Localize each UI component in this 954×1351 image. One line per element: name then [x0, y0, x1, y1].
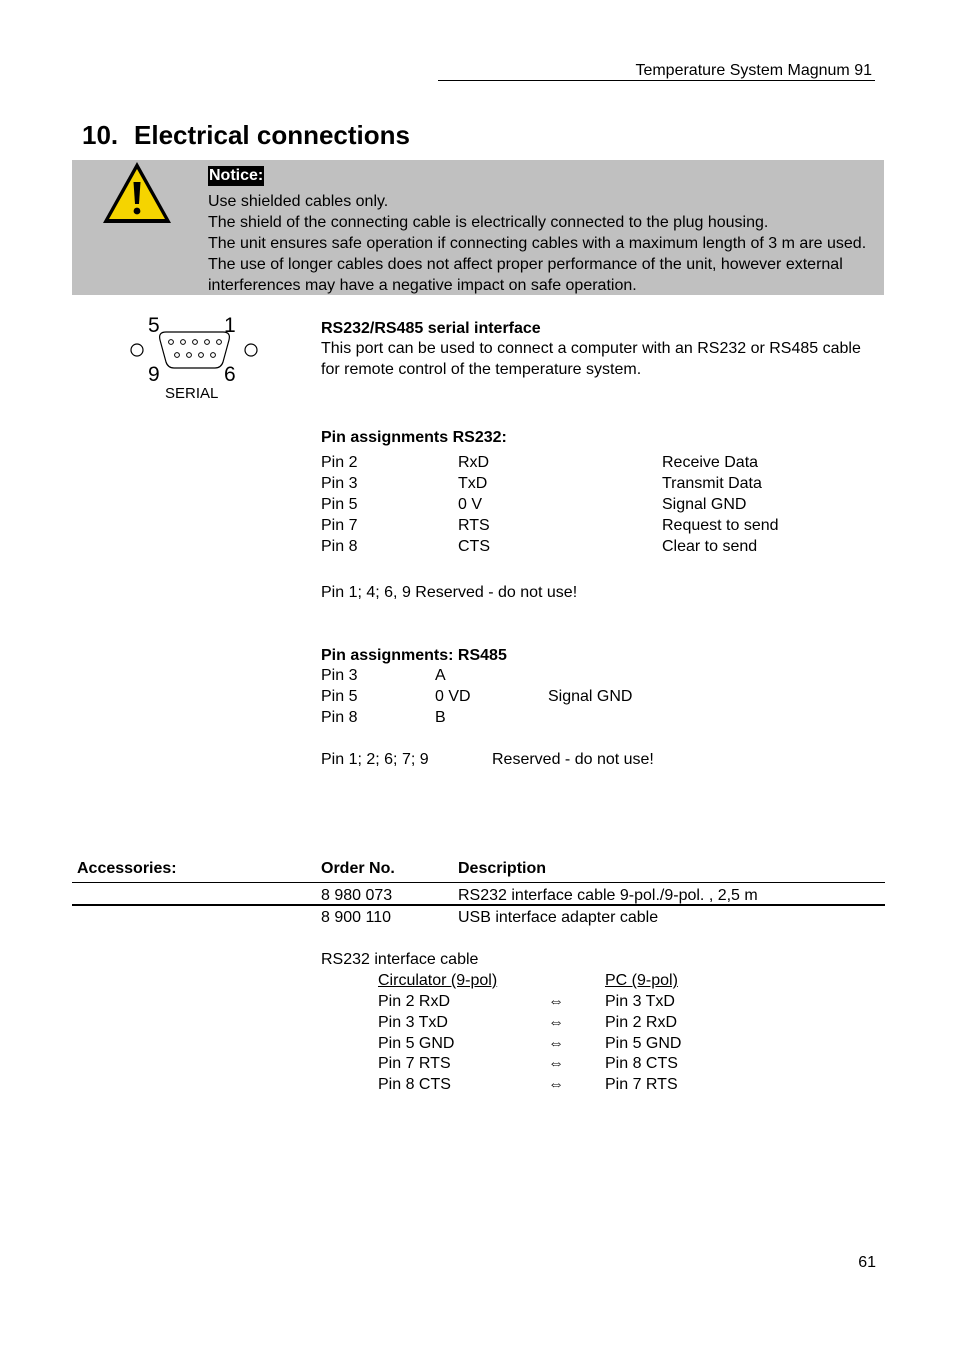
- rs485-desc: Signal GND: [548, 688, 633, 705]
- cable-right-pin: Pin 3 TxD: [605, 993, 675, 1010]
- description-header: Description: [458, 860, 547, 877]
- rs232-signal: RTS: [458, 517, 490, 534]
- cable-left-pin: Pin 3 TxD: [378, 1014, 448, 1031]
- notice-line: interferences may have a negative impact on safe operation.: [208, 277, 637, 294]
- rs232-pin: Pin 3: [321, 475, 358, 492]
- rs485-reserved-text: Reserved - do not use!: [492, 751, 654, 768]
- rs232-signal: TxD: [458, 475, 488, 492]
- rs232-pin: Pin 8: [321, 538, 358, 555]
- rs485-reserved-pins: Pin 1; 2; 6; 7; 9: [321, 751, 429, 768]
- rs232-pin: Pin 5: [321, 496, 358, 513]
- rs485-pin: Pin 5: [321, 688, 358, 705]
- serial-description: [321, 338, 861, 380]
- cable-left-header: Circulator (9-pol): [378, 972, 498, 989]
- section-number: 10.: [82, 120, 119, 150]
- cable-right-pin: Pin 2 RxD: [605, 1014, 678, 1031]
- rs232-desc: Signal GND: [662, 496, 747, 513]
- bidirectional-arrow-icon: ⇔: [548, 1055, 564, 1072]
- rs485-pin-column: [321, 665, 357, 728]
- cable-left-pin: Pin 2 RxD: [378, 993, 451, 1010]
- rs232-reserved-note: Pin 1; 4; 6, 9 Reserved - do not use!: [321, 584, 578, 601]
- notice-line: The shield of the connecting cable is electrically connected to the plug housing.: [208, 214, 769, 231]
- rs232-description-column: [662, 452, 779, 557]
- section-heading: [82, 118, 410, 152]
- mounting-hole: [245, 344, 257, 356]
- notice-line: Use shielded cables only.: [208, 193, 389, 210]
- notice-line: The use of longer cables does not affect proper performance of the unit, however external: [208, 256, 843, 273]
- rs232-signal: CTS: [458, 538, 490, 555]
- accessory-order-no: 8 900 110: [321, 909, 391, 926]
- mounting-hole: [131, 344, 143, 356]
- bidirectional-arrow-icon: ⇔: [548, 1014, 564, 1031]
- rs232-desc: Clear to send: [662, 538, 758, 555]
- rs485-desc: [548, 665, 632, 686]
- notice-line: The unit ensures safe operation if connecting cables with a maximum length of 3 m are used.: [208, 235, 867, 252]
- accessory-order-no: 8 980 073: [321, 887, 393, 904]
- connector-pin6-label: 6: [224, 363, 236, 386]
- rs232-signal: 0 V: [458, 496, 483, 513]
- rs232-desc: Transmit Data: [662, 475, 762, 492]
- bidirectional-arrow-icon: ⇔: [548, 1076, 564, 1093]
- accessories-label: Accessories:: [77, 860, 177, 877]
- cable-right-pin: Pin 7 RTS: [605, 1076, 678, 1093]
- rs485-signal: A: [435, 667, 446, 684]
- cable-left-pin: Pin 8 CTS: [378, 1076, 451, 1093]
- serial-heading: RS232/RS485 serial interface: [321, 320, 541, 337]
- rs232-signal: RxD: [458, 454, 490, 471]
- bidirectional-arrow-icon: ⇔: [548, 1035, 564, 1052]
- cable-right-header: PC (9-pol): [605, 972, 678, 989]
- accessory-description: USB interface adapter cable: [458, 909, 659, 926]
- rs232-pin: Pin 2: [321, 454, 358, 471]
- header-rule: [438, 80, 875, 81]
- serial-line: for remote control of the temperature system.: [321, 361, 642, 378]
- page-number: 61: [858, 1254, 876, 1271]
- rs485-signal-column: [435, 665, 471, 728]
- bidirectional-arrow-icon: ⇔: [548, 993, 564, 1010]
- rs232-desc: Receive Data: [662, 454, 759, 471]
- order-no-header: Order No.: [321, 860, 395, 877]
- cable-title: RS232 interface cable: [321, 951, 479, 968]
- rs485-pin: Pin 3: [321, 667, 358, 684]
- cable-left-pin: Pin 5 GND: [378, 1035, 455, 1052]
- connector-pin1-label: 1: [224, 314, 236, 337]
- notice-label: Notice:: [209, 167, 264, 184]
- rs232-pin-column: [321, 452, 357, 557]
- rs232-desc: Request to send: [662, 517, 779, 534]
- rs485-description-column: [548, 665, 632, 728]
- notice-box: [72, 160, 884, 295]
- cable-right-pin: Pin 8 CTS: [605, 1055, 678, 1072]
- rs485-heading: Pin assignments: RS485: [321, 647, 507, 664]
- warning-triangle-icon: [101, 160, 173, 226]
- table-header-rule: [72, 882, 885, 883]
- serial-line: This port can be used to connect a computer with an RS232 or RS485 cable: [321, 340, 861, 357]
- notice-text: [208, 191, 866, 296]
- running-header: Temperature System Magnum 91: [635, 62, 872, 79]
- section-title: Electrical connections: [134, 120, 410, 150]
- rs485-desc: [548, 707, 632, 728]
- rs232-heading: Pin assignments RS232:: [321, 429, 507, 446]
- rs232-pin: Pin 7: [321, 517, 358, 534]
- connector-pin5-label: 5: [148, 314, 160, 337]
- rs485-signal: 0 VD: [435, 688, 471, 705]
- accessory-description: RS232 interface cable 9-pol./9-pol. , 2,5 m: [458, 887, 758, 904]
- rs485-pin: Pin 8: [321, 709, 358, 726]
- connector-pin9-label: 9: [148, 363, 160, 386]
- rs485-signal: B: [435, 709, 446, 726]
- connector-label: SERIAL: [165, 385, 219, 402]
- table-row-rule: [72, 904, 885, 906]
- connector-shell: [160, 332, 230, 368]
- serial-connector-diagram: [124, 310, 264, 405]
- cable-left-pin: Pin 7 RTS: [378, 1055, 451, 1072]
- rs232-signal-column: [458, 452, 490, 557]
- cable-right-pin: Pin 5 GND: [605, 1035, 682, 1052]
